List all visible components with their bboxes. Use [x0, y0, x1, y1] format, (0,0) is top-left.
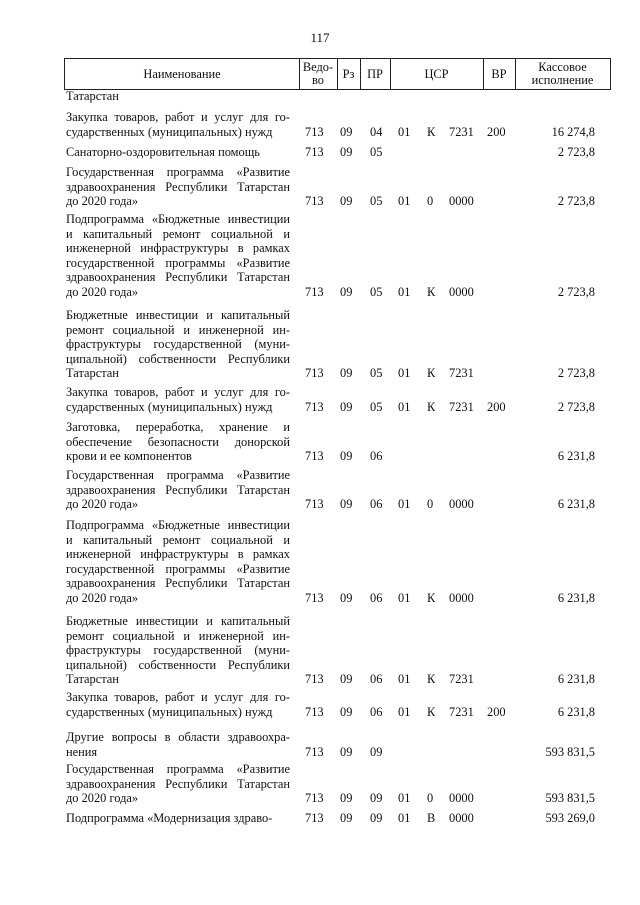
- ved-cell: 713: [305, 811, 324, 825]
- pr-cell: 05: [370, 145, 383, 159]
- ved-cell: 713: [305, 672, 324, 687]
- amount-cell: 2 723,8: [557, 145, 595, 159]
- row-name-line: инженерной инфраструктуры в рамках: [66, 547, 290, 562]
- csr-code-cell: 01: [398, 591, 411, 605]
- row-name-line: государственной программы «Развитие: [66, 255, 290, 270]
- row-name: [66, 145, 290, 160]
- amount-cell: 6 231,8: [557, 704, 595, 719]
- row-name: [66, 614, 290, 687]
- row-name-line: и капитальный ремонт социальной и: [66, 532, 290, 547]
- row-name-line: Подпрограмма «Бюджетные инвестиции: [66, 518, 290, 532]
- pr-cell: 05: [370, 285, 383, 299]
- ved-cell: 713: [305, 194, 324, 209]
- rz-cell: 09: [340, 285, 353, 299]
- pr-cell: 06: [370, 591, 383, 605]
- vr-cell: 200: [487, 399, 506, 414]
- amount-cell: 6 231,8: [557, 449, 595, 464]
- row-name-line: Государственная программа «Развитие: [66, 468, 290, 482]
- row-name-line: фраструктуры государственной (муни-: [66, 643, 290, 658]
- row-name-line: здравоохранения Республики Татарстан: [66, 576, 290, 591]
- row-name: [66, 730, 290, 759]
- pr-cell: 05: [370, 366, 383, 381]
- ved-cell: 713: [305, 366, 324, 381]
- row-name-line: Подпрограмма «Модернизация здраво-: [66, 811, 273, 825]
- row-name-line: ципальной) собственности Республики: [66, 351, 290, 366]
- amount-cell: 593 831,5: [545, 744, 595, 759]
- row-name-line: сударственных (муниципальных) нужд: [66, 704, 273, 719]
- page-number: 117: [310, 30, 330, 45]
- csr-number-cell: 0000: [449, 497, 474, 512]
- csr-code-cell: 01: [398, 194, 411, 209]
- row-name: [66, 165, 290, 209]
- pr-cell: 06: [370, 704, 383, 719]
- amount-cell: 6 231,8: [557, 591, 595, 605]
- amount-cell: 593 269,0: [545, 811, 595, 825]
- csr-code-cell: 01: [398, 811, 411, 825]
- csr-number-cell: 0000: [449, 194, 474, 209]
- ved-cell: 713: [305, 145, 324, 159]
- row-name-line: государственной программы «Развитие: [66, 561, 290, 576]
- header-name: Наименование: [65, 59, 300, 89]
- rz-cell: 09: [340, 366, 353, 381]
- csr-number-cell: 0000: [449, 811, 474, 825]
- row-name: [66, 468, 290, 512]
- row-name: [66, 110, 290, 139]
- amount-cell: 16 274,8: [551, 124, 595, 139]
- amount-cell: 2 723,8: [557, 194, 595, 209]
- ved-cell: 713: [305, 449, 324, 464]
- row-name-line: до 2020 года»: [66, 194, 139, 209]
- csr-number-cell: 7231: [449, 672, 474, 687]
- rz-cell: 09: [340, 672, 353, 687]
- row-name-line: ремонт социальной и инженерной ин-: [66, 628, 290, 643]
- row-name-line: Санаторно-оздоровительная помощь: [66, 145, 260, 159]
- header-cash-line1: Кассовое: [538, 60, 587, 74]
- csr-letter-cell: В: [427, 811, 436, 825]
- row-name-line: здравоохранения Республики Татарстан: [66, 179, 290, 194]
- ved-cell: 713: [305, 591, 324, 605]
- header-csr: ЦСР: [390, 59, 484, 89]
- rz-cell: 09: [340, 811, 353, 825]
- row-name-line: здравоохранения Республики Татарстан: [66, 270, 290, 285]
- rz-cell: 09: [340, 791, 353, 806]
- csr-number-cell: 7231: [449, 124, 474, 139]
- continuation-text: Татарстан: [66, 89, 119, 103]
- pr-cell: 09: [370, 811, 383, 825]
- csr-code-cell: 01: [398, 366, 411, 381]
- amount-cell: 2 723,8: [557, 399, 595, 414]
- row-name: [66, 212, 290, 300]
- row-name-line: Татарстан: [66, 366, 119, 381]
- row-name: [66, 690, 290, 719]
- row-name: [66, 762, 290, 806]
- row-name-line: Закупка товаров, работ и услуг для го-: [66, 385, 290, 399]
- row-name-line: обеспечение безопасности донорской: [66, 434, 290, 449]
- amount-cell: 593 831,5: [545, 791, 595, 806]
- csr-letter-cell: К: [427, 591, 436, 605]
- csr-number-cell: 0000: [449, 591, 474, 605]
- row-name-line: ципальной) собственности Республики: [66, 657, 290, 672]
- pr-cell: 06: [370, 449, 383, 464]
- pr-cell: 09: [370, 744, 383, 759]
- rz-cell: 09: [340, 449, 353, 464]
- row-name-line: инженерной инфраструктуры в рамках: [66, 241, 290, 256]
- header-vr: ВР: [483, 59, 516, 89]
- row-name: [66, 308, 290, 381]
- rz-cell: 09: [340, 591, 353, 605]
- csr-letter-cell: 0: [427, 497, 434, 512]
- ved-cell: 713: [305, 744, 324, 759]
- csr-number-cell: 7231: [449, 704, 474, 719]
- ved-cell: 713: [305, 124, 324, 139]
- pr-cell: 05: [370, 194, 383, 209]
- row-name-line: Государственная программа «Развитие: [66, 762, 290, 776]
- row-name-line: фраструктуры государственной (муни-: [66, 337, 290, 352]
- row-name-line: Заготовка, переработка, хранение и: [66, 420, 290, 434]
- csr-letter-cell: К: [427, 285, 436, 299]
- csr-code-cell: 01: [398, 285, 411, 299]
- rz-cell: 09: [340, 399, 353, 414]
- csr-letter-cell: К: [427, 704, 436, 719]
- csr-letter-cell: К: [427, 399, 436, 414]
- csr-letter-cell: 0: [427, 791, 434, 806]
- csr-number-cell: 0000: [449, 285, 474, 299]
- csr-code-cell: 01: [398, 791, 411, 806]
- rz-cell: 09: [340, 194, 353, 209]
- row-name-line: ремонт социальной и инженерной ин-: [66, 322, 290, 337]
- csr-number-cell: 7231: [449, 366, 474, 381]
- rz-cell: 09: [340, 704, 353, 719]
- vr-cell: 200: [487, 124, 506, 139]
- row-name-line: и капитальный ремонт социальной и: [66, 226, 290, 241]
- pr-cell: 05: [370, 399, 383, 414]
- row-name-line: Бюджетные инвестиции и капитальный: [66, 614, 290, 628]
- rz-cell: 09: [340, 145, 353, 159]
- rz-cell: 09: [340, 497, 353, 512]
- row-name-line: до 2020 года»: [66, 284, 139, 299]
- csr-number-cell: 7231: [449, 399, 474, 414]
- row-name-line: Подпрограмма «Бюджетные инвестиции: [66, 212, 290, 226]
- row-name-line: сударственных (муниципальных) нужд: [66, 124, 273, 139]
- amount-cell: 2 723,8: [557, 285, 595, 299]
- header-cash: [515, 59, 610, 89]
- pr-cell: 06: [370, 672, 383, 687]
- row-name-line: Государственная программа «Развитие: [66, 165, 290, 179]
- csr-letter-cell: К: [427, 672, 436, 687]
- row-name-line: крови и ее компонентов: [66, 449, 192, 464]
- amount-cell: 6 231,8: [557, 497, 595, 512]
- ved-cell: 713: [305, 399, 324, 414]
- csr-letter-cell: К: [427, 366, 436, 381]
- pr-cell: 06: [370, 497, 383, 512]
- row-name: [66, 420, 290, 464]
- pr-cell: 04: [370, 124, 383, 139]
- header-ved-line2: во: [312, 73, 324, 87]
- row-name-line: нения: [66, 744, 98, 759]
- header-ved: [299, 59, 338, 89]
- row-name-line: Закупка товаров, работ и услуг для го-: [66, 690, 290, 704]
- header-cash-line2: исполнение: [531, 73, 594, 87]
- ved-cell: 713: [305, 497, 324, 512]
- row-name-line: Бюджетные инвестиции и капитальный: [66, 308, 290, 322]
- csr-code-cell: 01: [398, 399, 411, 414]
- csr-letter-cell: К: [427, 124, 436, 139]
- amount-cell: 6 231,8: [557, 672, 595, 687]
- ved-cell: 713: [305, 285, 324, 299]
- row-name-line: сударственных (муниципальных) нужд: [66, 399, 273, 414]
- row-name-line: до 2020 года»: [66, 590, 139, 605]
- row-name-line: Татарстан: [66, 672, 119, 687]
- rz-cell: 09: [340, 744, 353, 759]
- row-name-line: здравоохранения Республики Татарстан: [66, 482, 290, 497]
- csr-number-cell: 0000: [449, 791, 474, 806]
- row-name: [66, 811, 290, 826]
- rz-cell: 09: [340, 124, 353, 139]
- header-pr: ПР: [360, 59, 391, 89]
- ved-cell: 713: [305, 704, 324, 719]
- row-name-line: Другие вопросы в области здравоохра-: [66, 730, 290, 744]
- csr-code-cell: 01: [398, 124, 411, 139]
- csr-code-cell: 01: [398, 497, 411, 512]
- csr-letter-cell: 0: [427, 194, 434, 209]
- row-name: [66, 385, 290, 414]
- csr-code-cell: 01: [398, 704, 411, 719]
- pr-cell: 09: [370, 791, 383, 806]
- row-name: [66, 518, 290, 606]
- row-name-line: здравоохранения Республики Татарстан: [66, 776, 290, 791]
- ved-cell: 713: [305, 791, 324, 806]
- amount-cell: 2 723,8: [557, 366, 595, 381]
- vr-cell: 200: [487, 704, 506, 719]
- row-name-line: Закупка товаров, работ и услуг для го-: [66, 110, 290, 124]
- row-name-line: до 2020 года»: [66, 791, 139, 806]
- row-name-line: до 2020 года»: [66, 497, 139, 512]
- header-ved-line1: Ведо-: [302, 60, 334, 74]
- header-rz: Рз: [337, 59, 361, 89]
- table-header: [64, 58, 611, 90]
- csr-code-cell: 01: [398, 672, 411, 687]
